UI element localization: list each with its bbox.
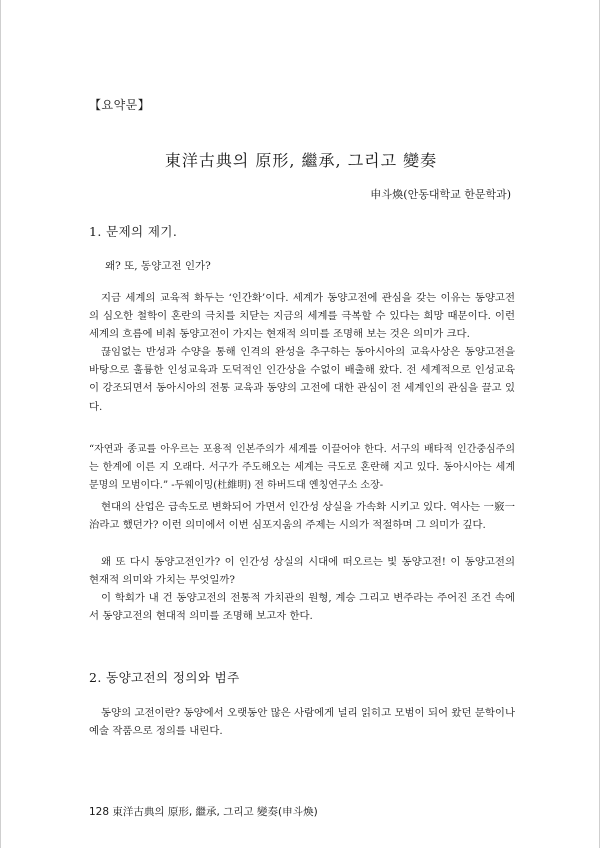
- quotation: “자연과 종교를 아우르는 포용적 인본주의가 세계를 이끌어야 한다. 서구의 배타적 인간중심주의는 한계에 이른 지 오래다. 서구가 주도해오는 세계는 극도로 혼란해 지고 있다. 동아시아는 세계 문명의 모범이다.” -두웨이밍(杜維明) 전 하버드대 옌칭연구소 소장-: [89, 444, 515, 491]
- paragraph: 현대의 산업은 급속도로 변화되어 가면서 인간성 상실을 가속화 시키고 있다. 역사는 一竅一治라고 했던가? 이런 의미에서 이번 심포지움의 주제는 시의가 적절하며 그 의미가 깊다.: [89, 501, 515, 532]
- paragraph: 끊임없는 반성과 수양을 통해 인격의 완성을 추구하는 동아시아의 교육사상은 동양고전을 바탕으로 훌륭한 인성교육과 도덕적인 인간상을 수없이 배출해 왔다. 전 세계적으로 인성교육이 강조되면서 동아시아의 전통 교육과 동양의 고전에 대한 관심이 전 세계인의 관심을 끌고 있다.: [89, 346, 515, 413]
- paragraph: 왜 또 다시 동양고전인가? 이 인간성 상실의 시대에 떠오르는 빛 동양고전! 이 동양고전의 현재적 의미와 가치는 무엇일까?: [89, 556, 515, 587]
- page-footer: 128 東洋古典의 原形, 繼承, 그리고 變奏(申斗煥): [89, 806, 318, 818]
- paragraph: 이 학회가 내 건 동양고전의 전통적 가치관의 원형, 계승 그리고 변주라는 주어진 조건 속에서 동양고전의 현대적 의미를 조명해 보고자 한다.: [89, 592, 515, 623]
- section-1-heading: 1. 문제의 제기.: [89, 224, 178, 239]
- page-title: 東洋古典의 原形, 繼承, 그리고 變奏: [164, 151, 438, 170]
- section-label: 【요약문】: [89, 98, 151, 112]
- section-1-subheading: 왜? 또, 동양고전 인가?: [105, 260, 211, 272]
- section-2-heading: 2. 동양고전의 정의와 범주: [89, 670, 240, 685]
- paragraph: 지금 세계의 교육적 화두는 ‘인간화’이다. 세계가 동양고전에 관심을 갖는 이유는 동양고전의 심오한 철학이 혼란의 극치를 치닫는 지금의 세계를 극복할 수 있다는 희망 때문이다. 이런 세계의 흐름에 비춰 동양고전이 가지는 현재적 의미를 조명해 보는 것은 의미가 크다.: [89, 292, 515, 341]
- paragraph: 동양의 고전이란? 동양에서 오랫동안 많은 사람에게 널리 읽히고 모범이 되어 왔던 문학이나 예술 작품으로 정의를 내린다.: [89, 707, 515, 738]
- author-line: 申斗煥(안동대학교 한문학과): [370, 188, 511, 201]
